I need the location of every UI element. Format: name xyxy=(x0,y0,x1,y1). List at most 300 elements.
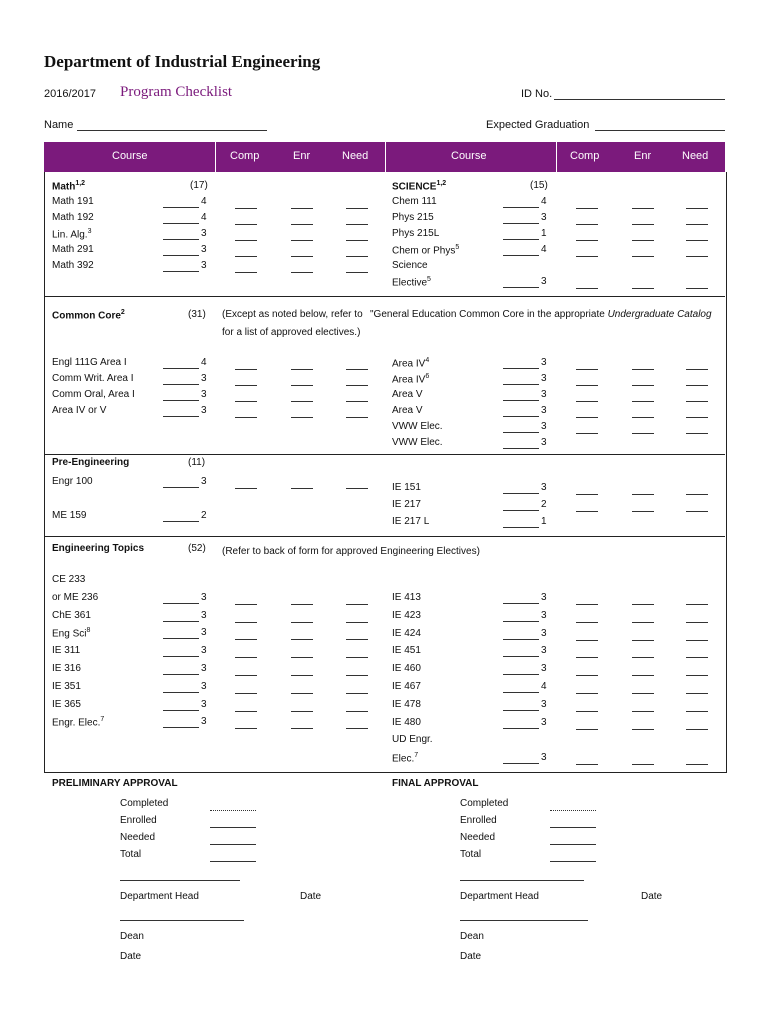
comp-blank[interactable] xyxy=(576,401,598,402)
need-blank[interactable] xyxy=(346,240,368,241)
comp-blank[interactable] xyxy=(576,729,598,730)
final-dean-line[interactable] xyxy=(460,920,588,921)
course-name: Area V xyxy=(392,405,423,416)
prelim-field-blank[interactable] xyxy=(210,861,256,862)
credits-value: 3 xyxy=(201,476,207,487)
prelim-date-label: Date xyxy=(300,891,322,902)
credits-blank[interactable] xyxy=(503,223,539,224)
credits-blank[interactable] xyxy=(163,368,199,369)
comp-blank[interactable] xyxy=(235,657,257,658)
course-name: Engr 100 xyxy=(52,476,93,487)
math-section-total: (17) xyxy=(190,180,208,191)
course-name: CE 233 xyxy=(52,574,86,585)
course-name: Elec.$^7$ xyxy=(392,752,419,765)
credits-value: 3 xyxy=(201,663,207,674)
credits-value: 4 xyxy=(541,196,547,207)
need-blank[interactable] xyxy=(346,675,368,676)
course-name: Area $IV^6$ xyxy=(392,373,430,386)
course-name: IE 460 xyxy=(392,663,421,675)
course-name: Science xyxy=(392,260,428,271)
enr-blank[interactable] xyxy=(291,272,313,273)
credits-value: 3 xyxy=(201,260,207,271)
course-name: Math 392 xyxy=(52,260,94,271)
need-blank[interactable] xyxy=(346,622,368,623)
credits-blank[interactable] xyxy=(503,656,539,657)
need-blank[interactable] xyxy=(686,417,708,418)
need-blank[interactable] xyxy=(686,369,708,370)
course-name: Elective$^5$ xyxy=(392,276,431,289)
comp-blank[interactable] xyxy=(235,208,257,209)
credits-value: 4 xyxy=(201,212,207,223)
course-name: Comm Oral, Area I xyxy=(52,389,135,400)
enr-blank[interactable] xyxy=(291,639,313,640)
enr-blank[interactable] xyxy=(291,675,313,676)
need-blank[interactable] xyxy=(686,511,708,512)
comp-blank[interactable] xyxy=(576,385,598,386)
enr-blank[interactable] xyxy=(632,288,654,289)
math-section-title: Math$^{1,2}$ xyxy=(52,180,86,193)
course-name: IE 467 xyxy=(392,681,421,692)
academic-year: 2016/2017 xyxy=(44,88,96,100)
enr-blank[interactable] xyxy=(632,417,654,418)
final-dean-date-label: Date xyxy=(460,951,482,962)
enr-blank[interactable] xyxy=(632,764,654,765)
credits-value: 3 xyxy=(541,357,547,368)
section-divider xyxy=(44,454,725,455)
credits-blank[interactable] xyxy=(163,384,199,385)
course-name: Math 191 xyxy=(52,196,94,207)
enr-blank[interactable] xyxy=(291,657,313,658)
enr-blank[interactable] xyxy=(632,604,654,605)
checklist-title: Program Checklist xyxy=(120,84,233,100)
comp-blank[interactable] xyxy=(576,604,598,605)
enr-blank[interactable] xyxy=(291,369,313,370)
credits-blank[interactable] xyxy=(163,621,199,622)
course-name: IE 351 xyxy=(52,680,81,692)
prelim-dean-line[interactable] xyxy=(120,920,244,921)
comp-blank[interactable] xyxy=(576,224,598,225)
comp-blank[interactable] xyxy=(576,208,598,209)
credits-value: 3 xyxy=(201,680,207,692)
enr-blank[interactable] xyxy=(291,693,313,694)
need-blank[interactable] xyxy=(686,657,708,658)
course-name: IE 480 xyxy=(392,716,421,728)
prelim-field-blank[interactable] xyxy=(210,827,256,828)
need-blank[interactable] xyxy=(686,288,708,289)
need-blank[interactable] xyxy=(686,385,708,386)
credits-blank[interactable] xyxy=(503,603,539,604)
final-date-label: Date xyxy=(641,891,663,902)
credits-blank[interactable] xyxy=(163,400,199,401)
enr-blank[interactable] xyxy=(291,256,313,257)
credits-value: 3 xyxy=(541,437,547,448)
credits-blank[interactable] xyxy=(503,763,539,764)
credits-value: 3 xyxy=(541,645,547,657)
final-field-blank[interactable] xyxy=(550,861,596,862)
credits-value: 4 xyxy=(541,244,547,255)
need-blank[interactable] xyxy=(686,401,708,402)
comp-blank[interactable] xyxy=(235,622,257,623)
comp-blank[interactable] xyxy=(576,417,598,418)
need-blank[interactable] xyxy=(686,208,708,209)
credits-value: 3 xyxy=(201,389,207,400)
enr-blank[interactable] xyxy=(632,224,654,225)
credits-blank[interactable] xyxy=(163,727,199,728)
course-name: Area $IV^4$ xyxy=(392,357,430,370)
enr-blank[interactable] xyxy=(632,693,654,694)
hdr-divider xyxy=(215,142,216,172)
course-name: Engl 111G Area I xyxy=(52,357,127,368)
credits-value: 3 xyxy=(541,752,547,764)
section-divider xyxy=(44,296,725,297)
need-blank[interactable] xyxy=(686,604,708,605)
credits-blank[interactable] xyxy=(503,255,539,256)
enr-blank[interactable] xyxy=(291,622,313,623)
name-field[interactable] xyxy=(77,130,267,131)
enr-blank[interactable] xyxy=(632,640,654,641)
course-name: IE 365 xyxy=(52,698,81,710)
course-name: IE 217 L xyxy=(392,516,430,527)
name-label: Name xyxy=(44,119,74,131)
prelim-field-label: Needed xyxy=(120,832,156,843)
credits-blank[interactable] xyxy=(503,432,539,433)
prelim-signature-line[interactable] xyxy=(120,880,240,881)
final-field-blank[interactable] xyxy=(550,827,596,828)
need-blank[interactable] xyxy=(686,224,708,225)
need-blank[interactable] xyxy=(686,675,708,676)
credits-blank[interactable] xyxy=(503,416,539,417)
need-blank[interactable] xyxy=(686,433,708,434)
course-name: Chem 111 xyxy=(392,196,437,207)
credits-value: 3 xyxy=(541,592,547,603)
final-field-label: Enrolled xyxy=(460,815,497,826)
credits-blank[interactable] xyxy=(503,384,539,385)
enr-blank[interactable] xyxy=(632,401,654,402)
credits-value: 2 xyxy=(541,499,547,510)
final-field-label: Needed xyxy=(460,832,496,843)
credits-value: 4 xyxy=(201,357,207,368)
engineering-topics-note: (Refer to back of form for approved Engineering Electives) xyxy=(222,546,480,557)
credits-value: 3 xyxy=(541,276,547,287)
common-core-note: (Except as noted below, refer to xyxy=(222,309,363,320)
col-need-left: Need xyxy=(342,150,369,162)
enr-blank[interactable] xyxy=(632,511,654,512)
need-blank[interactable] xyxy=(346,417,368,418)
enr-blank[interactable] xyxy=(632,369,654,370)
enr-blank[interactable] xyxy=(291,401,313,402)
comp-blank[interactable] xyxy=(235,711,257,712)
credits-blank[interactable] xyxy=(163,603,199,604)
common-core-title: Common Core$^2$ xyxy=(52,309,125,322)
need-blank[interactable] xyxy=(686,256,708,257)
prelim-field-label: Enrolled xyxy=(120,815,157,826)
enr-blank[interactable] xyxy=(632,494,654,495)
course-name: Eng Sci$^8$ xyxy=(52,627,91,640)
credits-blank[interactable] xyxy=(503,692,539,693)
comp-blank[interactable] xyxy=(576,711,598,712)
enr-blank[interactable] xyxy=(632,256,654,257)
need-blank[interactable] xyxy=(686,764,708,765)
comp-blank[interactable] xyxy=(576,288,598,289)
col-need-right: Need xyxy=(682,150,709,162)
final-dean-label: Dean xyxy=(460,931,484,942)
comp-blank[interactable] xyxy=(576,657,598,658)
credits-blank[interactable] xyxy=(503,728,539,729)
prelim-field-blank[interactable] xyxy=(210,810,256,811)
enr-blank[interactable] xyxy=(632,711,654,712)
preliminary-approval-title: PRELIMINARY APPROVAL xyxy=(52,778,178,789)
expected-graduation-field[interactable] xyxy=(595,130,725,131)
checklist-table-frame xyxy=(44,172,727,773)
comp-blank[interactable] xyxy=(576,369,598,370)
credits-value: 3 xyxy=(541,609,547,621)
prelim-field-blank[interactable] xyxy=(210,844,256,845)
credits-blank[interactable] xyxy=(163,271,199,272)
credits-blank[interactable] xyxy=(163,656,199,657)
credits-value: 3 xyxy=(201,244,207,255)
credits-blank[interactable] xyxy=(503,527,539,528)
credits-blank[interactable] xyxy=(503,239,539,240)
comp-blank[interactable] xyxy=(235,639,257,640)
engineering-topics-total: (52) xyxy=(188,543,206,554)
need-blank[interactable] xyxy=(686,729,708,730)
credits-blank[interactable] xyxy=(163,521,199,522)
comp-blank[interactable] xyxy=(235,272,257,273)
course-name: IE 316 xyxy=(52,663,81,674)
need-blank[interactable] xyxy=(686,693,708,694)
enr-blank[interactable] xyxy=(291,604,313,605)
need-blank[interactable] xyxy=(346,728,368,729)
comp-blank[interactable] xyxy=(576,675,598,676)
need-blank[interactable] xyxy=(346,604,368,605)
credits-blank[interactable] xyxy=(163,255,199,256)
course-name: IE 151 xyxy=(392,482,421,493)
credits-blank[interactable] xyxy=(163,416,199,417)
department-title: Department of Industrial Engineering xyxy=(44,52,321,71)
course-name: Chem or Phys$^5$ xyxy=(392,244,460,257)
course-name: IE 451 xyxy=(392,645,421,657)
credits-blank[interactable] xyxy=(503,710,539,711)
comp-blank[interactable] xyxy=(576,693,598,694)
enr-blank[interactable] xyxy=(291,224,313,225)
credits-blank[interactable] xyxy=(503,287,539,288)
course-name: Phys 215L xyxy=(392,228,440,239)
science-section-total: (15) xyxy=(530,180,548,191)
engineering-topics-title: Engineering Topics xyxy=(52,543,145,554)
course-name: IE 423 xyxy=(392,609,421,621)
enr-blank[interactable] xyxy=(291,417,313,418)
final-field-label: Total xyxy=(460,849,482,860)
course-name: Phys 215 xyxy=(392,212,434,223)
common-core-total: (31) xyxy=(188,309,206,320)
col-comp-left: Comp xyxy=(230,150,260,162)
credits-value: 4 xyxy=(201,196,207,207)
course-name: ME 159 xyxy=(52,510,87,521)
credits-value: 3 xyxy=(541,627,547,639)
credits-value: 3 xyxy=(201,591,207,603)
course-name: UD Engr. xyxy=(392,734,433,746)
enr-blank[interactable] xyxy=(632,675,654,676)
id-label: ID No. xyxy=(521,88,553,100)
expected-graduation-label: Expected Graduation xyxy=(486,119,590,131)
comp-blank[interactable] xyxy=(235,417,257,418)
id-field[interactable] xyxy=(554,99,725,100)
comp-blank[interactable] xyxy=(235,604,257,605)
comp-blank[interactable] xyxy=(235,675,257,676)
credits-value: 1 xyxy=(541,516,547,527)
enr-blank[interactable] xyxy=(632,385,654,386)
need-blank[interactable] xyxy=(346,208,368,209)
credits-blank[interactable] xyxy=(163,692,199,693)
final-field-blank[interactable] xyxy=(550,810,596,811)
need-blank[interactable] xyxy=(686,240,708,241)
need-blank[interactable] xyxy=(686,711,708,712)
comp-blank[interactable] xyxy=(576,494,598,495)
prelim-field-label: Total xyxy=(120,849,142,860)
course-name: Comm Writ. Area I xyxy=(52,373,134,384)
credits-blank[interactable] xyxy=(503,674,539,675)
comp-blank[interactable] xyxy=(235,385,257,386)
need-blank[interactable] xyxy=(346,385,368,386)
prelim-dept-head-label: Department Head xyxy=(120,891,199,902)
credits-value: 3 xyxy=(541,716,547,728)
course-name: VWW Elec. xyxy=(392,437,443,448)
credits-blank[interactable] xyxy=(163,239,199,240)
credits-value: 3 xyxy=(201,645,207,657)
need-blank[interactable] xyxy=(686,494,708,495)
comp-blank[interactable] xyxy=(235,693,257,694)
need-blank[interactable] xyxy=(346,488,368,489)
col-enr-right: Enr xyxy=(634,150,652,162)
need-blank[interactable] xyxy=(686,622,708,623)
credits-blank[interactable] xyxy=(163,223,199,224)
need-blank[interactable] xyxy=(346,369,368,370)
hdr-divider xyxy=(385,142,386,172)
course-name: IE 217 xyxy=(392,499,421,510)
comp-blank[interactable] xyxy=(576,240,598,241)
need-blank[interactable] xyxy=(346,256,368,257)
comp-blank[interactable] xyxy=(235,240,257,241)
need-blank[interactable] xyxy=(346,657,368,658)
credits-blank[interactable] xyxy=(163,207,199,208)
comp-blank[interactable] xyxy=(576,622,598,623)
comp-blank[interactable] xyxy=(235,401,257,402)
credits-blank[interactable] xyxy=(503,400,539,401)
comp-blank[interactable] xyxy=(576,764,598,765)
enr-blank[interactable] xyxy=(291,208,313,209)
col-course-left: Course xyxy=(112,150,148,162)
science-section-title: SCIENCE$^{1,2}$ xyxy=(392,180,447,193)
final-field-blank[interactable] xyxy=(550,844,596,845)
course-name: Lin. Alg.$^3$ xyxy=(52,228,92,241)
credits-blank[interactable] xyxy=(503,448,539,449)
comp-blank[interactable] xyxy=(576,256,598,257)
credits-blank[interactable] xyxy=(163,487,199,488)
need-blank[interactable] xyxy=(346,272,368,273)
prelim-field-label: Completed xyxy=(120,798,169,809)
credits-value: 3 xyxy=(201,373,207,384)
comp-blank[interactable] xyxy=(235,256,257,257)
comp-blank[interactable] xyxy=(576,640,598,641)
credits-value: 1 xyxy=(541,228,547,239)
comp-blank[interactable] xyxy=(235,728,257,729)
credits-value: 3 xyxy=(541,405,547,416)
common-core-note: for a list of approved electives.) xyxy=(222,327,361,338)
enr-blank[interactable] xyxy=(291,711,313,712)
comp-blank[interactable] xyxy=(235,224,257,225)
credits-blank[interactable] xyxy=(503,493,539,494)
credits-value: 3 xyxy=(201,228,207,239)
course-name: VWW Elec. xyxy=(392,421,443,432)
credits-value: 3 xyxy=(201,609,207,621)
need-blank[interactable] xyxy=(346,639,368,640)
comp-blank[interactable] xyxy=(576,433,598,434)
course-name: Math 291 xyxy=(52,244,94,255)
need-blank[interactable] xyxy=(346,693,368,694)
credits-blank[interactable] xyxy=(503,639,539,640)
comp-blank[interactable] xyxy=(576,511,598,512)
col-comp-right: Comp xyxy=(570,150,600,162)
need-blank[interactable] xyxy=(346,401,368,402)
credits-blank[interactable] xyxy=(503,621,539,622)
credits-value: 3 xyxy=(541,663,547,675)
prelim-dean-date-label: Date xyxy=(120,951,142,962)
enr-blank[interactable] xyxy=(632,729,654,730)
course-name: Area V xyxy=(392,389,423,400)
credits-value: 3 xyxy=(541,389,547,400)
credits-value: 3 xyxy=(541,482,547,493)
enr-blank[interactable] xyxy=(291,728,313,729)
credits-value: 3 xyxy=(201,698,207,710)
credits-value: 3 xyxy=(201,405,207,416)
credits-value: 3 xyxy=(201,716,207,728)
pre-engineering-total: (11) xyxy=(188,457,206,468)
credits-value: 3 xyxy=(201,627,207,639)
credits-blank[interactable] xyxy=(163,638,199,639)
enr-blank[interactable] xyxy=(632,240,654,241)
comp-blank[interactable] xyxy=(235,488,257,489)
final-approval-title: FINAL APPROVAL xyxy=(392,778,479,789)
enr-blank[interactable] xyxy=(291,385,313,386)
course-name: IE 478 xyxy=(392,698,421,710)
enr-blank[interactable] xyxy=(632,433,654,434)
credits-blank[interactable] xyxy=(163,674,199,675)
need-blank[interactable] xyxy=(686,640,708,641)
credits-blank[interactable] xyxy=(503,510,539,511)
credits-value: 3 xyxy=(541,373,547,384)
final-signature-line[interactable] xyxy=(460,880,584,881)
course-name: ChE 361 xyxy=(52,609,91,621)
credits-blank[interactable] xyxy=(163,710,199,711)
col-enr-left: Enr xyxy=(293,150,311,162)
course-name: Math 192 xyxy=(52,212,94,223)
credits-blank[interactable] xyxy=(503,207,539,208)
enr-blank[interactable] xyxy=(291,240,313,241)
prelim-dean-label: Dean xyxy=(120,931,144,942)
credits-blank[interactable] xyxy=(503,368,539,369)
enr-blank[interactable] xyxy=(632,657,654,658)
enr-blank[interactable] xyxy=(291,488,313,489)
section-divider xyxy=(44,536,725,537)
course-name: Area IV or V xyxy=(52,405,107,416)
common-core-note: "General Education Common Core in the appropriate Undergraduate Catalog xyxy=(370,309,712,320)
enr-blank[interactable] xyxy=(632,208,654,209)
enr-blank[interactable] xyxy=(632,622,654,623)
comp-blank[interactable] xyxy=(235,369,257,370)
need-blank[interactable] xyxy=(346,224,368,225)
need-blank[interactable] xyxy=(346,711,368,712)
course-name: IE 413 xyxy=(392,592,421,603)
